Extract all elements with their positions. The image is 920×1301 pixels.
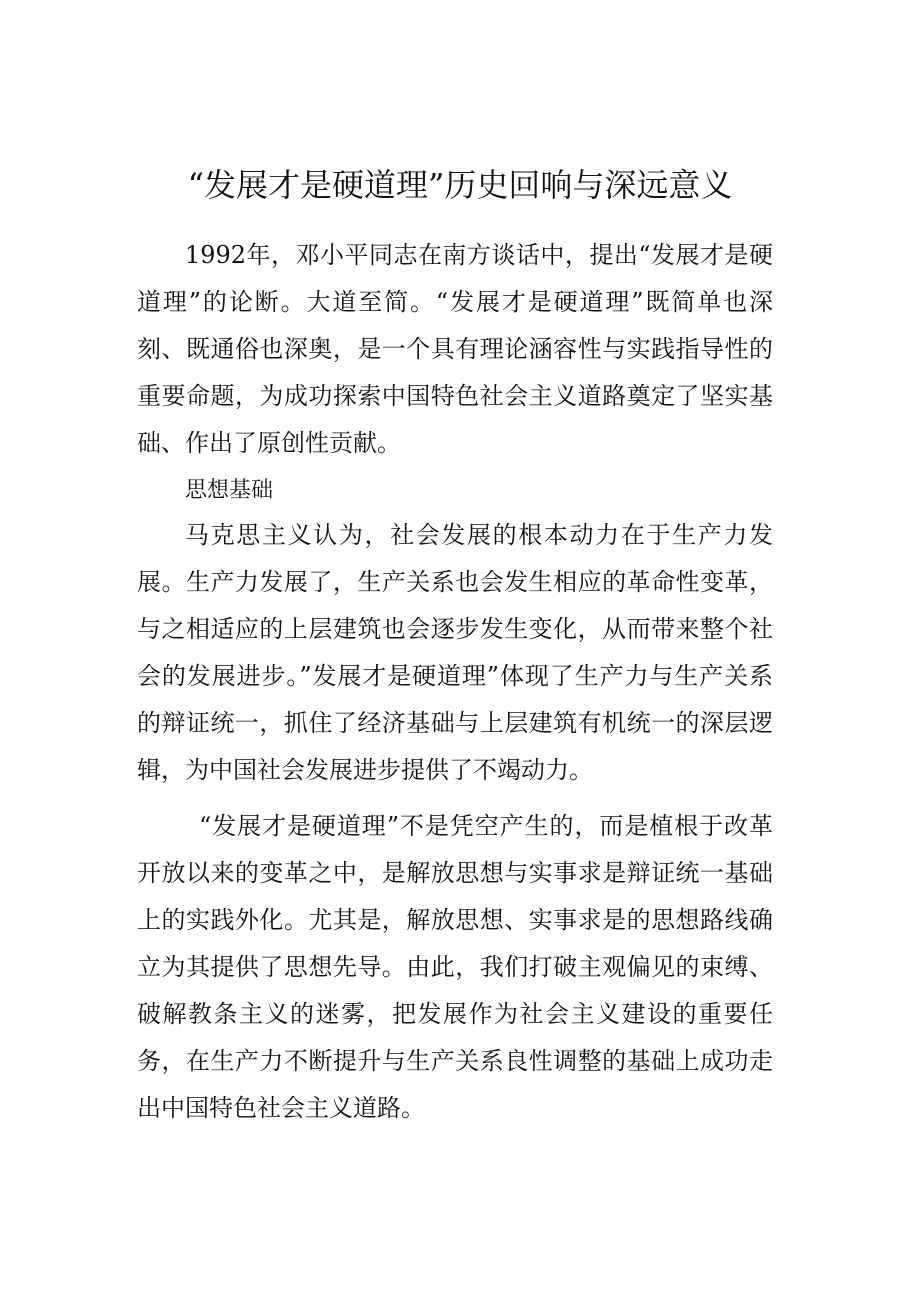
document-title: “发展才是硬道理”历史回响与深远意义 <box>187 166 733 205</box>
paragraph-marxism: 马克思主义认为，社会发展的根本动力在于生产力发展。生产力发展了，生产关系也会发生相应的革命性变革，与之相适应的上层建筑也会逐步发生变化，从而带来整个社会的发展进步。”发展才是硬道理”体现了生产力与生产关系的辩证统一，抓住了经济基础与上层建筑有机统一的深层逻辑，为中国社会发展进步提供了不竭动力。 <box>137 521 773 784</box>
paragraph-intro: 1992年，邓小平同志在南方谈话中，提出“发展才是硬道理”的论断。大道至简。“发展才是硬道理”既简单也深刻、既通俗也深奥，是一个具有理论涵容性与实践指导性的重要命题，为成功探索中国特色社会主义道路奠定了坚实基础、作出了原创性贡献。 <box>137 241 773 457</box>
document-body <box>137 232 773 1141</box>
paragraph-reform: “发展才是硬道理”不是凭空产生的，而是植根于改革开放以来的变革之中，是解放思想与实事求是辩证统一基础上的实践外化。尤其是，解放思想、实事求是的思想路线确立为其提供了思想先导。由此，我们打破主观偏见的束缚、破解教条主义的迷雾，把发展作为社会主义建设的重要任务，在生产力不断提升与生产关系良性调整的基础上成功走出中国特色社会主义道路。 <box>137 812 773 1122</box>
section-heading: 思想基础 <box>185 478 274 503</box>
